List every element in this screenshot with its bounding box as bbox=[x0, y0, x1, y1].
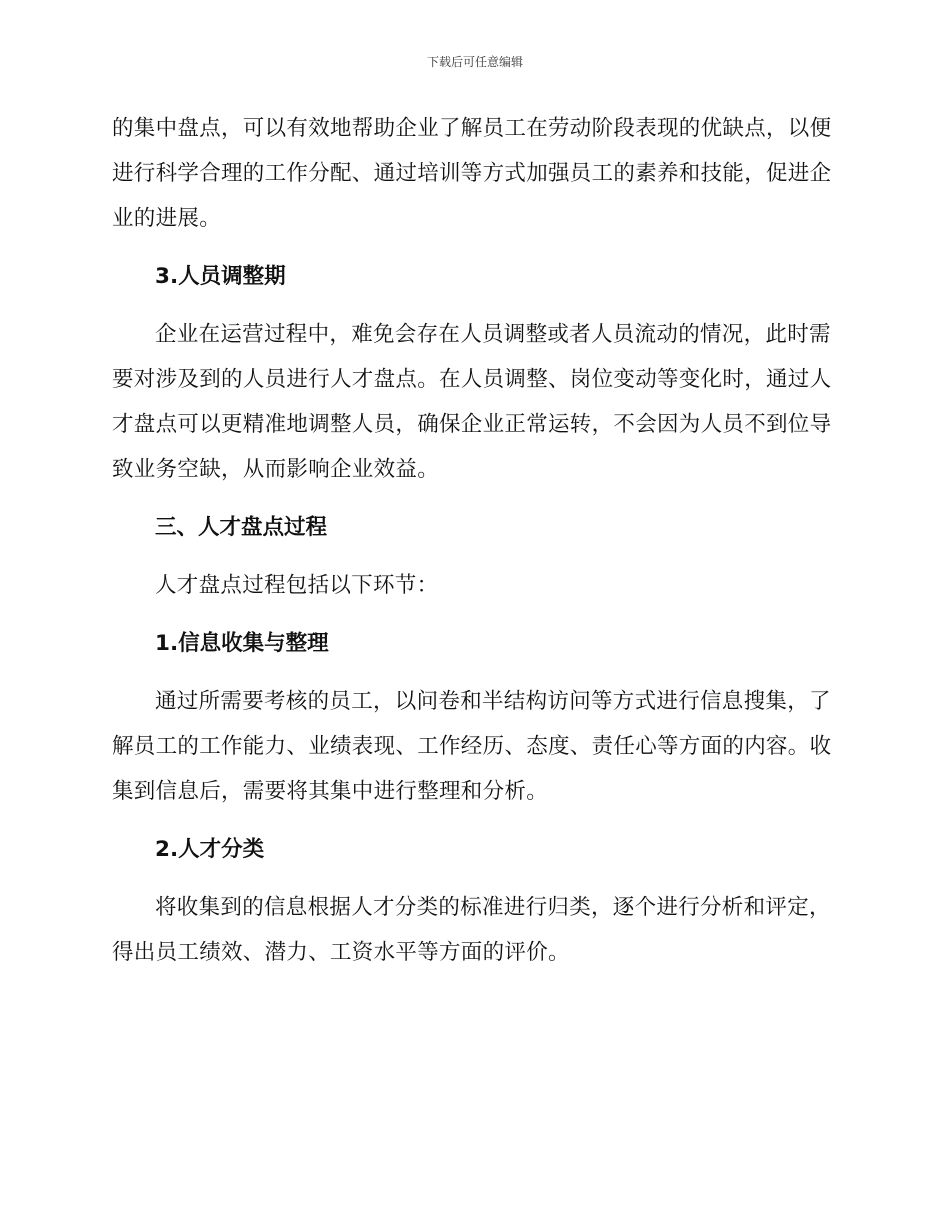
section-heading-info-collection: 1.信息收集与整理 bbox=[155, 631, 329, 656]
paragraph-info-collection: 通过所需要考核的员工，以问卷和半结构访问等方式进行信息搜集，了解员工的工作能力、业绩表现、工作经历、态度、责任心等方面的内容。收集到信息后，需要将其集中进行整理和分析。 bbox=[112, 689, 832, 804]
document-body bbox=[112, 106, 832, 975]
paragraph-process-intro: 人才盘点过程包括以下环节： bbox=[155, 573, 439, 598]
paragraph-talent-classification: 将收集到的信息根据人才分类的标准进行归类，逐个进行分析和评定，得出员工绩效、潜力、工资水平等方面的评价。 bbox=[112, 895, 831, 965]
section-heading-adjustment-period: 3.人员调整期 bbox=[155, 264, 286, 289]
paragraph-adjustment: 企业在运营过程中，难免会存在人员调整或者人员流动的情况，此时需要对涉及到的人员进行人才盘点。在人员调整、岗位变动等变化时，通过人才盘点可以更精准地调整人员，确保企业正常运转，不会因为人员不到位导致业务空缺，从而影响企业效益。 bbox=[112, 322, 832, 482]
chapter-heading-process: 三、人才盘点过程 bbox=[155, 515, 328, 540]
section-heading-talent-classification: 2.人才分类 bbox=[155, 837, 265, 862]
paragraph-intro: 的集中盘点，可以有效地帮助企业了解员工在劳动阶段表现的优缺点，以便进行科学合理的工作分配、通过培训等方式加强员工的素养和技能，促进企业的进展。 bbox=[112, 116, 832, 231]
page-header: 下载后可任意编辑 bbox=[426, 55, 523, 69]
